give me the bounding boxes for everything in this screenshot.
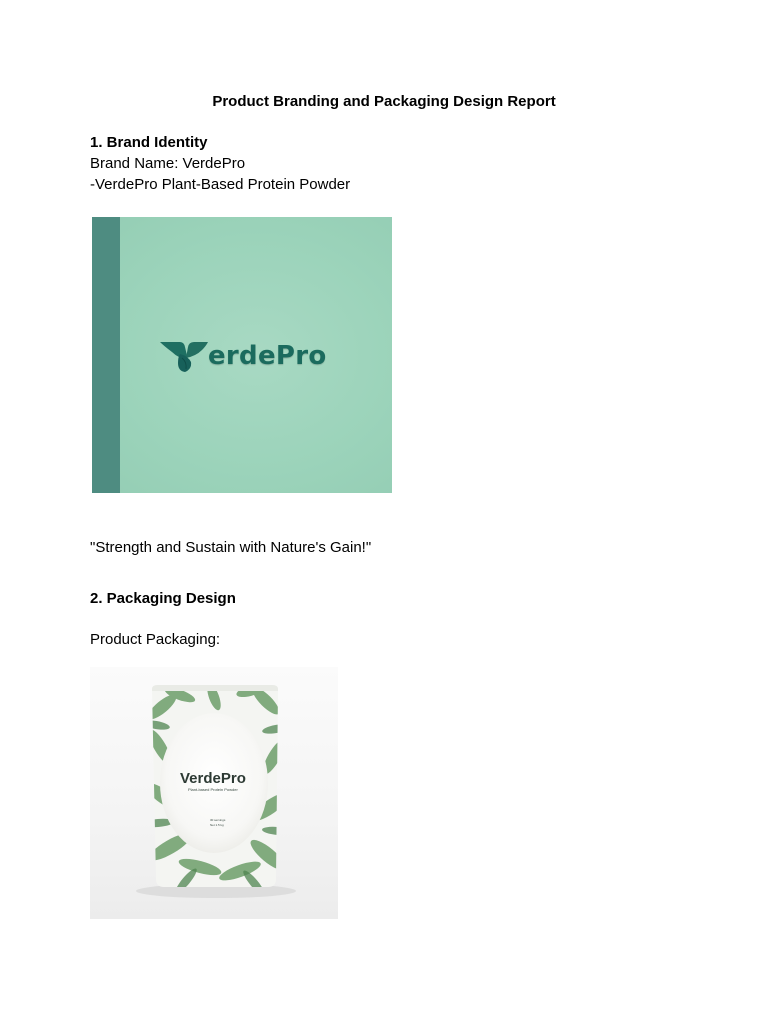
logo-wordmark: erdePro <box>208 341 327 371</box>
brand-name-line: Brand Name: VerdePro <box>90 155 246 172</box>
logo-side-stripe <box>92 217 120 493</box>
packaging-servings: 30 servings <box>210 818 226 822</box>
brand-tagline: "Strength and Sustain with Nature's Gain!" <box>90 539 372 556</box>
product-line: -VerdePro Plant-Based Protein Powder <box>90 176 351 193</box>
section-heading-brand-identity: 1. Brand Identity <box>90 134 208 151</box>
page-title: Product Branding and Packaging Design Report <box>212 93 556 110</box>
packaging-brand-name: VerdePro <box>180 770 246 787</box>
pouch-illustration <box>90 667 338 919</box>
packaging-subtitle: Plant-based Protein Powder <box>188 787 238 792</box>
packaging-weight: Net 1.5 kg <box>210 823 224 827</box>
section-heading-packaging-design: 2. Packaging Design <box>90 590 236 607</box>
leaf-v-icon <box>158 338 210 374</box>
packaging-label: Product Packaging: <box>90 631 221 648</box>
brand-logo-image <box>92 217 392 493</box>
packaging-image <box>90 667 338 919</box>
